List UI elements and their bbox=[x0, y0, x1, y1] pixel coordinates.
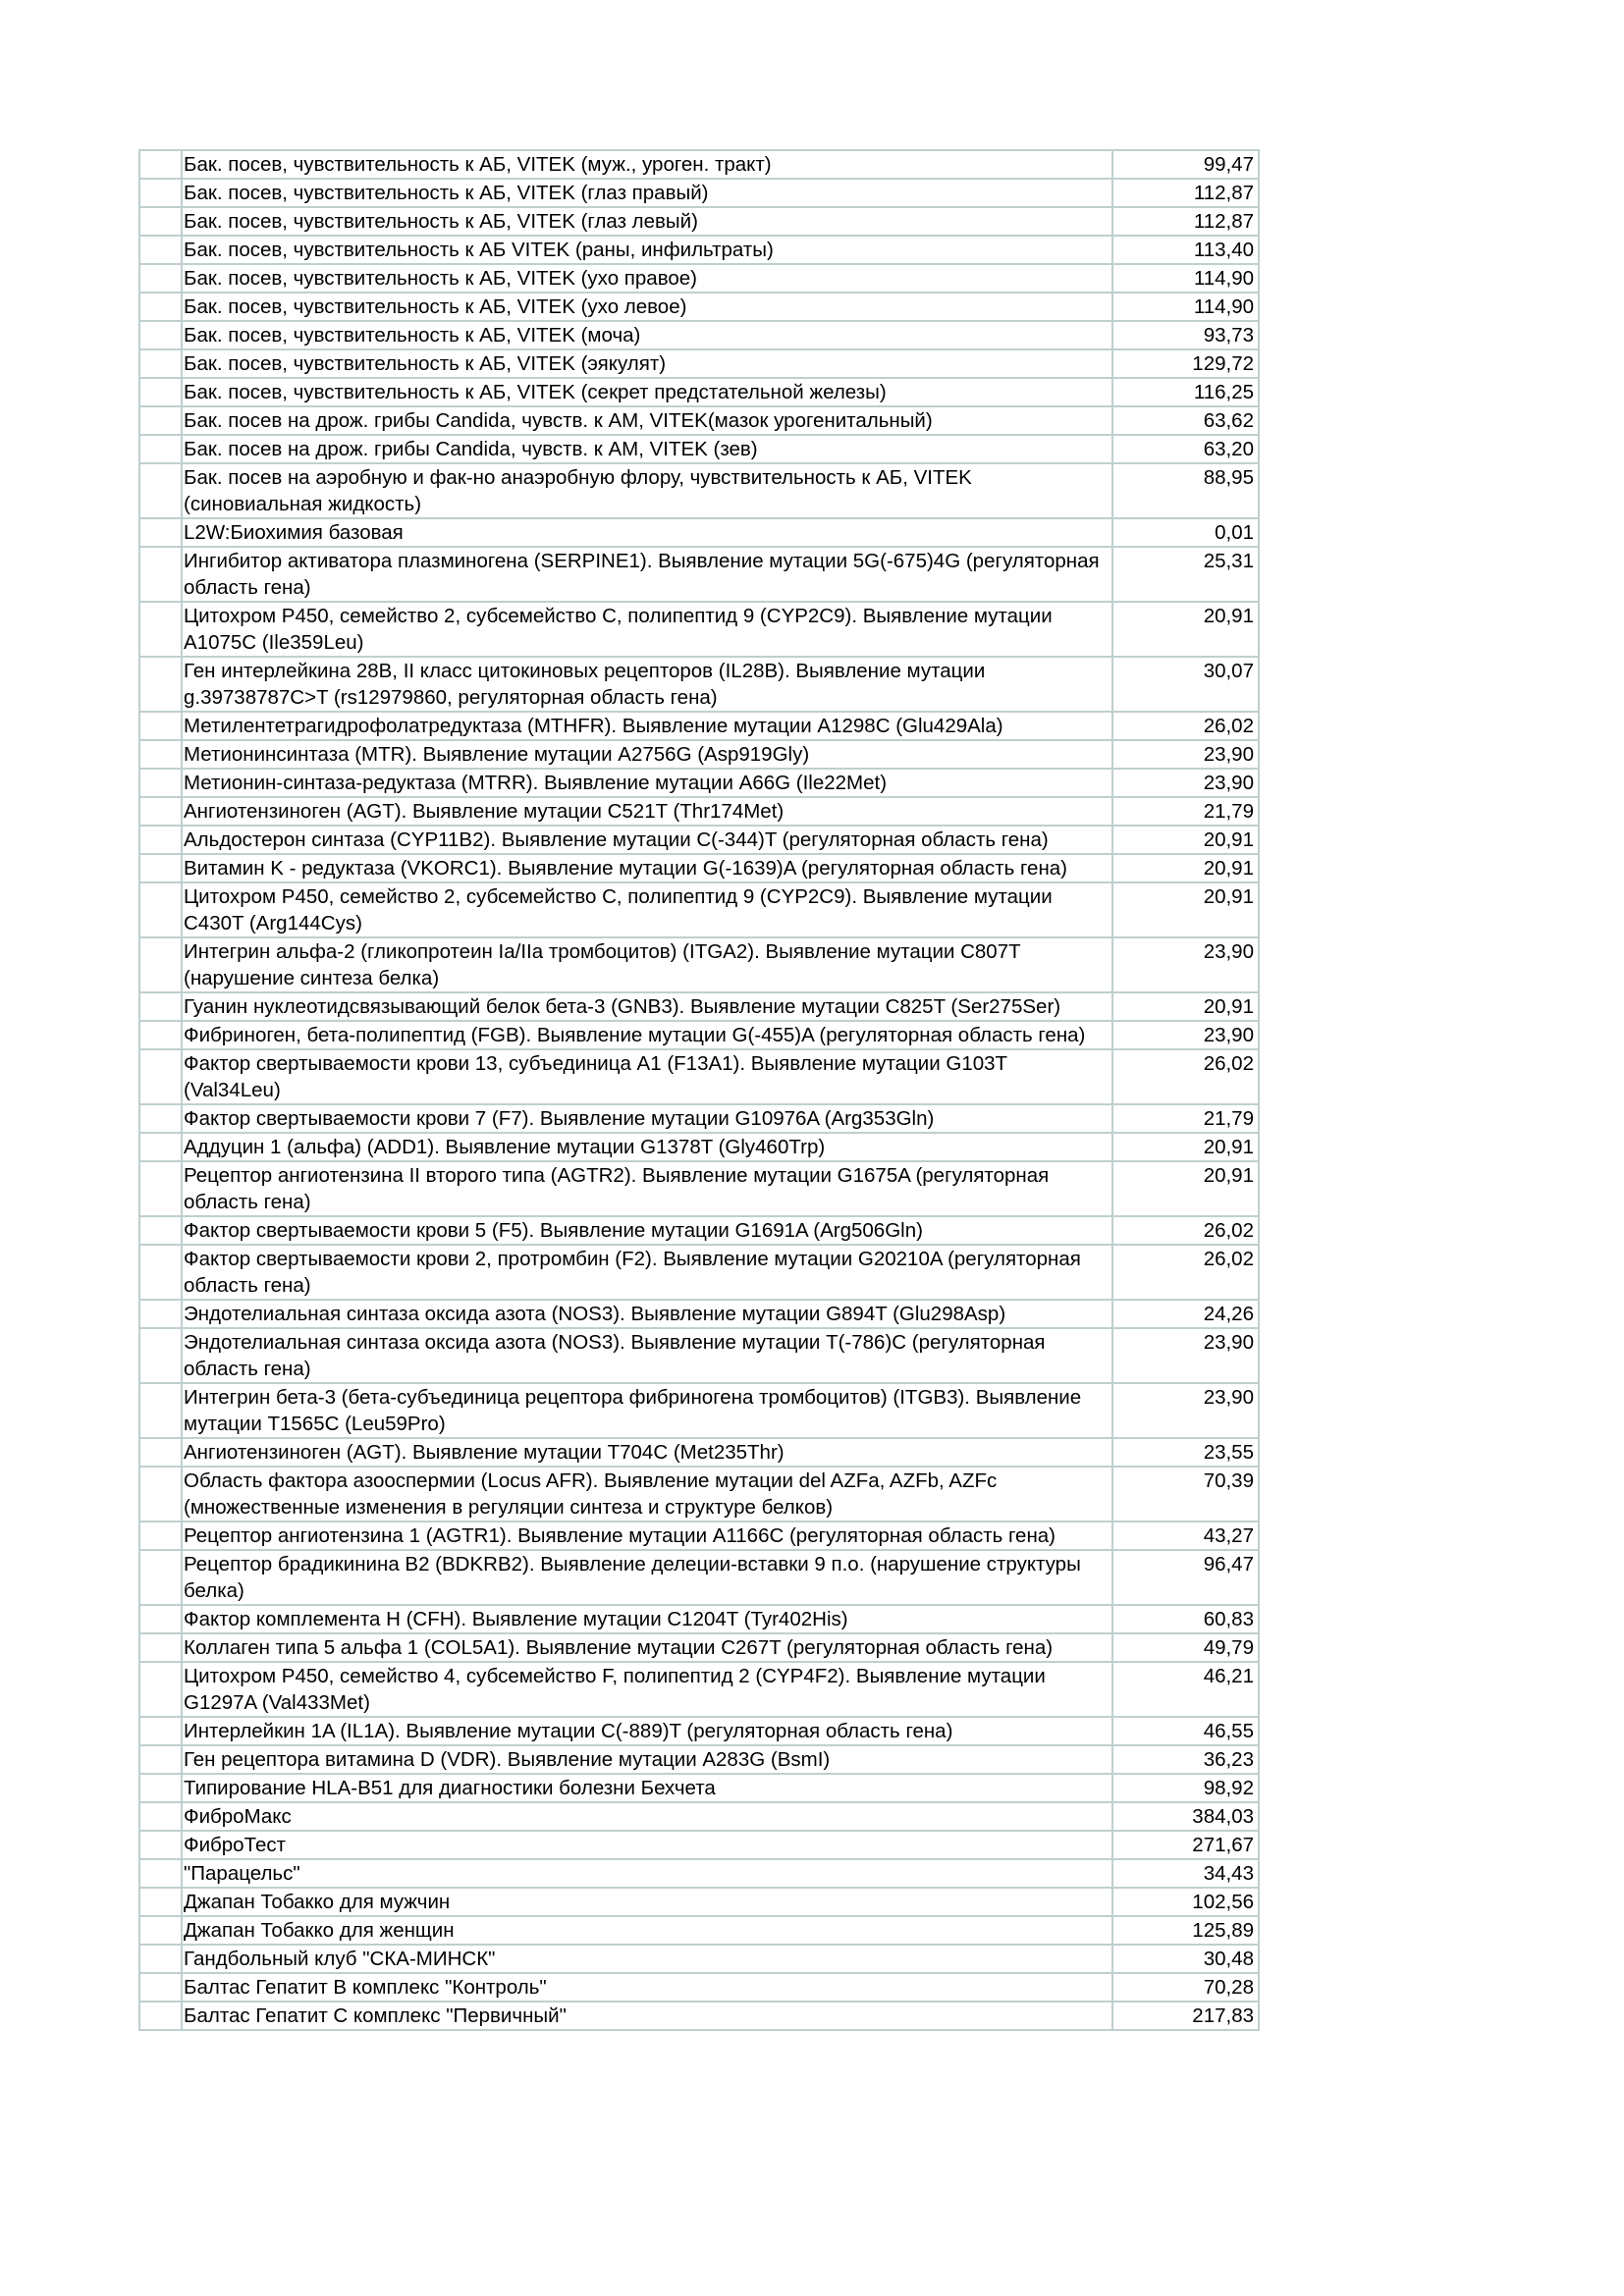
table-row bbox=[139, 1216, 1259, 1245]
service-name-cell: Метионин-синтаза-редуктаза (MTRR). Выявление мутации A66G (Ile22Met) bbox=[182, 769, 1112, 797]
table-row bbox=[139, 179, 1259, 207]
price-cell: 26,02 bbox=[1112, 1049, 1259, 1104]
price-cell: 34,43 bbox=[1112, 1859, 1259, 1888]
service-name-cell: Бак. посев, чувствительность к АБ, VITEK (секрет предстательной железы) bbox=[182, 378, 1112, 406]
service-name-cell: Фибриноген, бета-полипептид (FGB). Выявление мутации G(-455)A (регуляторная область гена) bbox=[182, 1021, 1112, 1049]
price-cell: 114,90 bbox=[1112, 264, 1259, 293]
service-name-cell: Бак. посев, чувствительность к АБ, VITEK (эякулят) bbox=[182, 349, 1112, 378]
table-row bbox=[139, 1550, 1259, 1605]
price-cell: 23,90 bbox=[1112, 937, 1259, 992]
service-name-cell: Бак. посев, чувствительность к АБ VITEK (раны, инфильтраты) bbox=[182, 236, 1112, 264]
row-index-cell bbox=[139, 1245, 182, 1300]
price-cell: 49,79 bbox=[1112, 1633, 1259, 1662]
row-index-cell bbox=[139, 882, 182, 937]
service-name-cell: Ангиотензиноген (AGT). Выявление мутации C521T (Thr174Met) bbox=[182, 797, 1112, 826]
price-cell: 98,92 bbox=[1112, 1774, 1259, 1802]
price-table bbox=[138, 149, 1260, 2031]
row-index-cell bbox=[139, 1973, 182, 2002]
table-row bbox=[139, 1662, 1259, 1717]
service-name-cell: Бак. посев, чувствительность к АБ, VITEK (моча) bbox=[182, 321, 1112, 349]
table-row bbox=[139, 1161, 1259, 1216]
row-index-cell bbox=[139, 854, 182, 882]
table-row bbox=[139, 1021, 1259, 1049]
service-name-cell: Ангиотензиноген (AGT). Выявление мутации T704C (Met235Thr) bbox=[182, 1438, 1112, 1467]
table-row bbox=[139, 937, 1259, 992]
price-cell: 20,91 bbox=[1112, 992, 1259, 1021]
table-row bbox=[139, 712, 1259, 740]
service-name-cell: Рецептор брадикинина B2 (BDKRB2). Выявление делеции-вставки 9 п.о. (нарушение структуры белка) bbox=[182, 1550, 1112, 1605]
table-row bbox=[139, 2002, 1259, 2030]
row-index-cell bbox=[139, 463, 182, 518]
row-index-cell bbox=[139, 293, 182, 321]
table-row bbox=[139, 236, 1259, 264]
row-index-cell bbox=[139, 1104, 182, 1133]
service-name-cell: Альдостерон синтаза (CYP11B2). Выявление мутации C(-344)T (регуляторная область гена) bbox=[182, 826, 1112, 854]
row-index-cell bbox=[139, 435, 182, 463]
price-cell: 30,48 bbox=[1112, 1945, 1259, 1973]
table-row bbox=[139, 547, 1259, 602]
price-cell: 23,90 bbox=[1112, 1383, 1259, 1438]
row-index-cell bbox=[139, 797, 182, 826]
service-name-cell: Интегрин альфа-2 (гликопротеин Ia/IIa тромбоцитов) (ITGA2). Выявление мутации C807T (нарушение синтеза белка) bbox=[182, 937, 1112, 992]
row-index-cell bbox=[139, 826, 182, 854]
price-cell: 24,26 bbox=[1112, 1300, 1259, 1328]
table-row bbox=[139, 1438, 1259, 1467]
price-cell: 112,87 bbox=[1112, 179, 1259, 207]
table-row bbox=[139, 321, 1259, 349]
row-index-cell bbox=[139, 1745, 182, 1774]
price-cell: 114,90 bbox=[1112, 293, 1259, 321]
price-cell: 21,79 bbox=[1112, 1104, 1259, 1133]
service-name-cell: Интегрин бета-3 (бета-субъединица рецептора фибриногена тромбоцитов) (ITGB3). Выявление мутации T1565C (Leu59Pro) bbox=[182, 1383, 1112, 1438]
price-cell: 96,47 bbox=[1112, 1550, 1259, 1605]
row-index-cell bbox=[139, 547, 182, 602]
service-name-cell: "Парацельс" bbox=[182, 1859, 1112, 1888]
table-row bbox=[139, 1859, 1259, 1888]
table-row bbox=[139, 1802, 1259, 1831]
price-cell: 20,91 bbox=[1112, 602, 1259, 657]
row-index-cell bbox=[139, 378, 182, 406]
row-index-cell bbox=[139, 1021, 182, 1049]
row-index-cell bbox=[139, 1049, 182, 1104]
row-index-cell bbox=[139, 1916, 182, 1945]
service-name-cell: Витамин K - редуктаза (VKORC1). Выявление мутации G(-1639)A (регуляторная область гена) bbox=[182, 854, 1112, 882]
service-name-cell: Ген рецептора витамина D (VDR). Выявление мутации A283G (BsmI) bbox=[182, 1745, 1112, 1774]
row-index-cell bbox=[139, 1662, 182, 1717]
service-name-cell: Бак. посев на дрож. грибы Candida, чувств. к АМ, VITEK(мазок урогенитальный) bbox=[182, 406, 1112, 435]
price-cell: 26,02 bbox=[1112, 1216, 1259, 1245]
price-cell: 99,47 bbox=[1112, 150, 1259, 179]
table-row bbox=[139, 1888, 1259, 1916]
price-cell: 46,55 bbox=[1112, 1717, 1259, 1745]
service-name-cell: Метилентетрагидрофолатредуктаза (MTHFR). Выявление мутации A1298C (Glu429Ala) bbox=[182, 712, 1112, 740]
price-cell: 23,55 bbox=[1112, 1438, 1259, 1467]
row-index-cell bbox=[139, 150, 182, 179]
table-row bbox=[139, 293, 1259, 321]
service-name-cell: Аддуцин 1 (альфа) (ADD1). Выявление мутации G1378T (Gly460Trp) bbox=[182, 1133, 1112, 1161]
row-index-cell bbox=[139, 1438, 182, 1467]
table-row bbox=[139, 1945, 1259, 1973]
price-cell: 23,90 bbox=[1112, 1021, 1259, 1049]
table-row bbox=[139, 1831, 1259, 1859]
service-name-cell: Метионинсинтаза (MTR). Выявление мутации A2756G (Asp919Gly) bbox=[182, 740, 1112, 769]
price-cell: 93,73 bbox=[1112, 321, 1259, 349]
table-row bbox=[139, 1328, 1259, 1383]
price-cell: 129,72 bbox=[1112, 349, 1259, 378]
price-cell: 43,27 bbox=[1112, 1522, 1259, 1550]
table-row bbox=[139, 518, 1259, 547]
price-cell: 23,90 bbox=[1112, 740, 1259, 769]
table-row bbox=[139, 207, 1259, 236]
price-cell: 26,02 bbox=[1112, 712, 1259, 740]
row-index-cell bbox=[139, 1888, 182, 1916]
service-name-cell: Бак. посев на дрож. грибы Candida, чувств. к АМ, VITEK (зев) bbox=[182, 435, 1112, 463]
row-index-cell bbox=[139, 1522, 182, 1550]
table-row bbox=[139, 1916, 1259, 1945]
service-name-cell: Фактор свертываемости крови 7 (F7). Выявление мутации G10976A (Arg353Gln) bbox=[182, 1104, 1112, 1133]
price-cell: 36,23 bbox=[1112, 1745, 1259, 1774]
row-index-cell bbox=[139, 1945, 182, 1973]
service-name-cell: Область фактора азооспермии (Locus AFR). Выявление мутации del AZFa, AZFb, AZFc (множественные изменения в регуляции синтеза и структуре белков) bbox=[182, 1467, 1112, 1522]
row-index-cell bbox=[139, 2002, 182, 2030]
service-name-cell: Ген интерлейкина 28B, II класс цитокиновых рецепторов (IL28B). Выявление мутации g.39738787C>T (rs12979860, регуляторная область гена) bbox=[182, 657, 1112, 712]
table-row bbox=[139, 1774, 1259, 1802]
table-row bbox=[139, 1717, 1259, 1745]
price-cell: 20,91 bbox=[1112, 1161, 1259, 1216]
row-index-cell bbox=[139, 1300, 182, 1328]
table-row bbox=[139, 1049, 1259, 1104]
service-name-cell: ФиброМакс bbox=[182, 1802, 1112, 1831]
price-cell: 20,91 bbox=[1112, 854, 1259, 882]
price-cell: 20,91 bbox=[1112, 1133, 1259, 1161]
table-row bbox=[139, 882, 1259, 937]
price-cell: 125,89 bbox=[1112, 1916, 1259, 1945]
table-row bbox=[139, 463, 1259, 518]
table-row bbox=[139, 349, 1259, 378]
service-name-cell: Бак. посев, чувствительность к АБ, VITEK (муж., уроген. тракт) bbox=[182, 150, 1112, 179]
service-name-cell: Джапан Тобакко для мужчин bbox=[182, 1888, 1112, 1916]
service-name-cell: Цитохром P450, семейство 4, субсемейство F, полипептид 2 (CYP4F2). Выявление мутации G1297A (Val433Met) bbox=[182, 1662, 1112, 1717]
service-name-cell: Бак. посев, чувствительность к АБ, VITEK (глаз левый) bbox=[182, 207, 1112, 236]
price-cell: 113,40 bbox=[1112, 236, 1259, 264]
service-name-cell: Фактор свертываемости крови 13, субъединица A1 (F13A1). Выявление мутации G103T (Val34Leu) bbox=[182, 1049, 1112, 1104]
row-index-cell bbox=[139, 1831, 182, 1859]
row-index-cell bbox=[139, 740, 182, 769]
row-index-cell bbox=[139, 992, 182, 1021]
row-index-cell bbox=[139, 207, 182, 236]
table-row bbox=[139, 797, 1259, 826]
price-cell: 70,28 bbox=[1112, 1973, 1259, 2002]
row-index-cell bbox=[139, 1717, 182, 1745]
table-row bbox=[139, 740, 1259, 769]
row-index-cell bbox=[139, 1161, 182, 1216]
row-index-cell bbox=[139, 1467, 182, 1522]
service-name-cell: Бак. посев, чувствительность к АБ, VITEK (глаз правый) bbox=[182, 179, 1112, 207]
row-index-cell bbox=[139, 1383, 182, 1438]
row-index-cell bbox=[139, 1802, 182, 1831]
service-name-cell: Бак. посев, чувствительность к АБ, VITEK (ухо левое) bbox=[182, 293, 1112, 321]
service-name-cell: Цитохром P450, семейство 2, субсемейство C, полипептид 9 (CYP2C9). Выявление мутации C430T (Arg144Cys) bbox=[182, 882, 1112, 937]
service-name-cell: Эндотелиальная синтаза оксида азота (NOS3). Выявление мутации T(-786)C (регуляторная область гена) bbox=[182, 1328, 1112, 1383]
service-name-cell: Коллаген типа 5 альфа 1 (COL5A1). Выявление мутации C267T (регуляторная область гена) bbox=[182, 1633, 1112, 1662]
table-row bbox=[139, 1605, 1259, 1633]
table-row bbox=[139, 1973, 1259, 2002]
table-row bbox=[139, 406, 1259, 435]
service-name-cell: Балтас Гепатит B комплекс "Контроль" bbox=[182, 1973, 1112, 2002]
row-index-cell bbox=[139, 349, 182, 378]
service-name-cell: Гандбольный клуб "СКА-МИНСК" bbox=[182, 1945, 1112, 1973]
service-name-cell: ФиброТест bbox=[182, 1831, 1112, 1859]
price-cell: 63,20 bbox=[1112, 435, 1259, 463]
price-cell: 25,31 bbox=[1112, 547, 1259, 602]
service-name-cell: Эндотелиальная синтаза оксида азота (NOS3). Выявление мутации G894T (Glu298Asp) bbox=[182, 1300, 1112, 1328]
row-index-cell bbox=[139, 937, 182, 992]
service-name-cell: Гуанин нуклеотидсвязывающий белок бета-3 (GNB3). Выявление мутации C825T (Ser275Ser) bbox=[182, 992, 1112, 1021]
service-name-cell: Балтас Гепатит C комплекс "Первичный" bbox=[182, 2002, 1112, 2030]
row-index-cell bbox=[139, 264, 182, 293]
price-cell: 70,39 bbox=[1112, 1467, 1259, 1522]
row-index-cell bbox=[139, 1605, 182, 1633]
table-row bbox=[139, 1300, 1259, 1328]
service-name-cell: L2W:Биохимия базовая bbox=[182, 518, 1112, 547]
service-name-cell: Рецептор ангиотензина II второго типа (AGTR2). Выявление мутации G1675A (регуляторная область гена) bbox=[182, 1161, 1112, 1216]
service-name-cell: Бак. посев на аэробную и фак-но анаэробную флору, чувствительность к АБ, VITEK (синовиальная жидкость) bbox=[182, 463, 1112, 518]
row-index-cell bbox=[139, 518, 182, 547]
service-name-cell: Ингибитор активатора плазминогена (SERPINE1). Выявление мутации 5G(-675)4G (регуляторная область гена) bbox=[182, 547, 1112, 602]
table-row bbox=[139, 264, 1259, 293]
service-name-cell: Джапан Тобакко для женщин bbox=[182, 1916, 1112, 1945]
table-row bbox=[139, 1245, 1259, 1300]
service-name-cell: Типирование HLA-B51 для диагностики болезни Бехчета bbox=[182, 1774, 1112, 1802]
price-cell: 20,91 bbox=[1112, 882, 1259, 937]
table-row bbox=[139, 150, 1259, 179]
row-index-cell bbox=[139, 602, 182, 657]
price-cell: 112,87 bbox=[1112, 207, 1259, 236]
row-index-cell bbox=[139, 769, 182, 797]
service-name-cell: Фактор комплемента H (CFH). Выявление мутации C1204T (Tyr402His) bbox=[182, 1605, 1112, 1633]
service-name-cell: Фактор свертываемости крови 5 (F5). Выявление мутации G1691A (Arg506Gln) bbox=[182, 1216, 1112, 1245]
table-row bbox=[139, 1133, 1259, 1161]
price-cell: 116,25 bbox=[1112, 378, 1259, 406]
table-row bbox=[139, 769, 1259, 797]
table-row bbox=[139, 854, 1259, 882]
price-cell: 21,79 bbox=[1112, 797, 1259, 826]
row-index-cell bbox=[139, 657, 182, 712]
price-cell: 271,67 bbox=[1112, 1831, 1259, 1859]
table-row bbox=[139, 826, 1259, 854]
price-cell: 30,07 bbox=[1112, 657, 1259, 712]
table-row bbox=[139, 378, 1259, 406]
row-index-cell bbox=[139, 1133, 182, 1161]
table-row bbox=[139, 1745, 1259, 1774]
price-cell: 88,95 bbox=[1112, 463, 1259, 518]
table-row bbox=[139, 1467, 1259, 1522]
service-name-cell: Рецептор ангиотензина 1 (AGTR1). Выявление мутации A1166C (регуляторная область гена) bbox=[182, 1522, 1112, 1550]
price-cell: 60,83 bbox=[1112, 1605, 1259, 1633]
row-index-cell bbox=[139, 179, 182, 207]
table-row bbox=[139, 602, 1259, 657]
row-index-cell bbox=[139, 1328, 182, 1383]
price-table-body bbox=[139, 150, 1259, 2030]
price-cell: 46,21 bbox=[1112, 1662, 1259, 1717]
service-name-cell: Интерлейкин 1A (IL1A). Выявление мутации C(-889)T (регуляторная область гена) bbox=[182, 1717, 1112, 1745]
row-index-cell bbox=[139, 406, 182, 435]
price-cell: 0,01 bbox=[1112, 518, 1259, 547]
row-index-cell bbox=[139, 1550, 182, 1605]
price-cell: 23,90 bbox=[1112, 769, 1259, 797]
service-name-cell: Цитохром P450, семейство 2, субсемейство C, полипептид 9 (CYP2C9). Выявление мутации A1075C (Ile359Leu) bbox=[182, 602, 1112, 657]
row-index-cell bbox=[139, 1216, 182, 1245]
price-cell: 26,02 bbox=[1112, 1245, 1259, 1300]
price-cell: 102,56 bbox=[1112, 1888, 1259, 1916]
price-cell: 217,83 bbox=[1112, 2002, 1259, 2030]
row-index-cell bbox=[139, 236, 182, 264]
price-cell: 20,91 bbox=[1112, 826, 1259, 854]
row-index-cell bbox=[139, 712, 182, 740]
table-row bbox=[139, 1383, 1259, 1438]
table-row bbox=[139, 435, 1259, 463]
price-cell: 23,90 bbox=[1112, 1328, 1259, 1383]
price-cell: 63,62 bbox=[1112, 406, 1259, 435]
service-name-cell: Фактор свертываемости крови 2, протромбин (F2). Выявление мутации G20210A (регуляторная область гена) bbox=[182, 1245, 1112, 1300]
row-index-cell bbox=[139, 1859, 182, 1888]
row-index-cell bbox=[139, 1633, 182, 1662]
row-index-cell bbox=[139, 1774, 182, 1802]
table-row bbox=[139, 992, 1259, 1021]
table-row bbox=[139, 1104, 1259, 1133]
table-row bbox=[139, 1633, 1259, 1662]
service-name-cell: Бак. посев, чувствительность к АБ, VITEK (ухо правое) bbox=[182, 264, 1112, 293]
row-index-cell bbox=[139, 321, 182, 349]
table-row bbox=[139, 1522, 1259, 1550]
price-cell: 384,03 bbox=[1112, 1802, 1259, 1831]
table-row bbox=[139, 657, 1259, 712]
